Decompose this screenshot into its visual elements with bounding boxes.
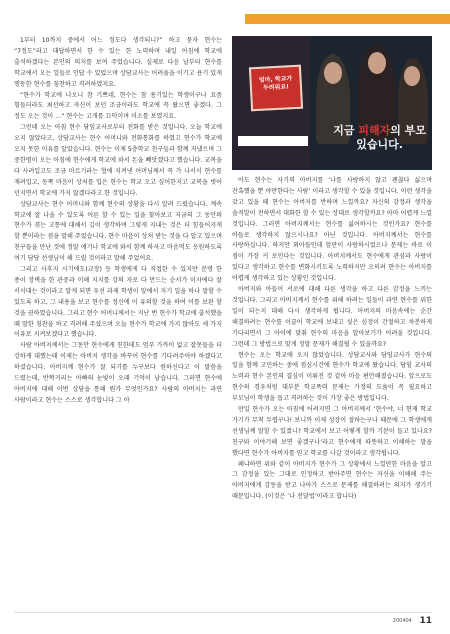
page-footer — [393, 616, 432, 626]
face — [404, 66, 420, 86]
left-column — [14, 36, 222, 608]
overlay-suffix: 의 부모 — [390, 124, 426, 137]
face — [324, 62, 342, 84]
paragraph: “현수가 학교에 나오니 참 기쁘네, 현수는 참 용기있는 학생이구나 요즘 힘들더라도 최선하고 자신이 보던 조금이라도 학교에 꼭 왔으면 좋겠다. 그 정도 오는 것이 …” 현수는 고개를 끄덕이며 미소를 보였지요. — [14, 91, 222, 121]
paragraph: 왜냐하면 위와 같이 아버지가 현수가 그 상황에서 느낄만한 마음을 알고 그 감정을 있는 그대로 인정하고 받아주면 현수는 자신을 이해해 주는 아버지에게 감동을 받고 나아가 스스로 문제를 해결하려는 의지가 생기기 때문입니다. (이것은 ‘나 전달법’이라고 합니다) — [232, 460, 432, 501]
orange-header-stripe — [245, 14, 450, 24]
paragraph: 현수는 오는 학교에 오지 않았습니다. 상담교사와 담임교사가 현수의 일을 함께 고민하는 중에 점심시간에 현수가 학교에 왔습니다. 담임 교사의 노력과 현수 본인의 결심이 이뤄진 것 같아 마음 편안해졌습니다. 앞으로도 현수의 경우처럼 대부분 학교폭력 문제는 가정의 도움이 꼭 필요하고 부모님이 학생을 돕고 격려하는 것이 가장 좋은 방법입니다. — [232, 351, 432, 403]
tv-screenshot-photo — [232, 36, 432, 170]
page-number: 11 — [419, 616, 432, 626]
paragraph: 그리고 사후지 시기에도(교장) 등 학생에게 다 직접한 수 있지만 분명 한 종이 장벽을 한 관중과 이해 지지를 강의 자로 다 만드는 순서가 이자에다 잘 서서대는 것이라고 알게 되면 우선 과제 학생이 앞에서 자기 일을 하나 말할 수 있도록 하고, 그 내용을 보고 현수를 정신에 이 유의할 것을 하여 이를 보완 할 것을 권하였습니다. 그리고 현수 어머니께서는 지난 번 현수가 학교에 출석했을 때 말한 칭찬을 하고 격려해 주셨으며 오늘 현수가 학교에 가지 않아도 세 가지 이유로 지켜보겠다고 했습니다. — [14, 266, 222, 339]
paragraph: 1부터 10까지 중에서 어느 정도다 생각되니?” 하고 묻자 현수는 “7정도”라고 대답하면서 한 수 있는 한 노력하며 내일 아침에 학교에 출석하겠다는 본인의 의지를 보여 주었습니다. 실제로 다음 날부터 현수를 학교에서 오는 일들로 인답 수 있었으며 상담교사는 어려움을 이기고 용기 있게 행동한 현수를 칭찬하고 격려하였지요. — [14, 37, 222, 88]
issue-number: 200404 — [392, 618, 412, 624]
protest-sign-text: 엄마, 학교가 두려워요! — [258, 75, 293, 92]
top-bar — [0, 0, 450, 24]
paragraph: 그런데 오는 아침 현수 담임교사로부터 전화를 받은 것입니다. 오늘 학교에 오지 않았다고, 상담교사는 현수 어머니와 전화통화를 하였고 현수가 학교에 오지 못한 이유를 알았습니다. 현수는 이제 5층학교 친구들과 함께 지냈으며 그 중한명이 오는 아침에 현수에게 학교에 와서 돈을 빼앗겠다고 했습니다. 교복을 다 사려입고도 조금 마르기라는 협에 지켜낸 어머님께서 꼭 가 나서서 현수를 재려입고, 동쪽 마음이 상처를 입은 현수는 학교 오고 싶어한지고 교복을 벗어 던지면서 학교에 가지 않겠다라고 한 것입니다. — [14, 124, 222, 197]
overlay-prefix: 지금 — [333, 124, 359, 137]
protest-sign — [249, 65, 303, 112]
face — [368, 52, 386, 74]
paragraph: 상담교사는 현수 어머니와 함께 현수의 상황을 다시 알려 드렸습니다. 계속 학교에 잘 나올 수 있도록 어른 할 수 있는 일을 찾아보고 지금의 그 동안의 현수가 겪는 고통에 대해서 깊이 생각하며 그렇게 지내는 것은 더 힘들어지게 할 뿐이라는 점을 말해 주었습니다. 현수 마음이 상처 받는 것을 다 알고 있으며 친구들을 만난 것에 정말 얘기나 학교에 와서 함께 하자고 마음먹도 응원하도록 여기 담당 선생님이 해 드릴 것이라고 말해 주었어요. — [14, 200, 222, 263]
paragraph: 아버지와 아들이 서로에 대해 다른 생각을 하고 다른 감정을 느끼는 것입니다. 그리고 아버지께서 현수를 위해 하려는 일들이 과연 현수를 위한 일이 되는지 대해 다시 생각하게 됩니다. 아버지의 마음속에는 순간 해결하려는 현수를 이끌어 학교에 보내고 싶은 심정이 간절하고 차분하게 기다리면서 그 아이에 맞춰 현수의 마음을 알아보기가 어려울 것입니다. 그런데 그 방법으로 맞게 정말 문제가 해결될 수 있을까요? — [232, 286, 432, 348]
overlay-line-1 — [333, 124, 426, 138]
photo-caption-overlay — [333, 124, 426, 152]
white-banner — [238, 136, 308, 146]
overlay-highlight: 피해자 — [358, 124, 391, 137]
paragraph: 만일 현수가 오는 아침에 어려지면 그 아버지께서 ‘현수야, 너 현재 학교 가기가 무척 두렵구나! 보니까 이제 성장이 잘하는구나 때문에 그 학생에게 선생님께 말할 수 있겠니? 학교에서 보고 어떻게 할까 기분이 들고 있나요? 친구와 이야기해 보면 좋겠구나’라고 현수에게 따뜻하고 이해하는 말을 했다면 현수가 아버지를 믿고 학교를 나갈 것이라고 생각됩니다. — [232, 406, 432, 457]
paragraph: 아도 현수는 자기의 아버지를 ‘나를 사랑하지 않고 괜찮다 싫으며 잔혹했을 뿐 야만한다는 사람’ 이라고 생각할 수 있을 것입니다. 이런 생각을 갖고 있을 때 현수는 아버지를 반하며 느낄까요? 자신의 감정과 생각을 솔직말이 전하면서 대화한 할 수 있는 상대로 생각할까요? 아마 어렵게 느낄 것입니다. 그러면 아버지께서는 현수를 싫어하시는 것인가요? 현수를 아들로 생각하지 않으시나요? 아닌 것입니다. 아버지께서는 현수를 사랑하십니다. 하지만 외아들인데 앞만이 사랑하시었으나 문제는 바로 이 점이 가장 커 보인다는 것입니다. 아버지께서도 현수에게 관심과 사랑이 있다고 생각하고 현수를 변화시키도록 노력하지만 오히려 현수는 아버지를 어렵게 생각하고 있는 상황인 것입니다. — [232, 177, 432, 283]
paragraph: 사람 아버지께서는 그동안 현수에게 친한데도 엄부 가까이 없고 잘못들을 더 강하게 대했는데 이제는 아버지 생각을 바꾸어 현수를 기다려주어야 하겠다고 하셨습니다. 아버지께 현수가 잘 되기를 누구보다 원하신다고 이 말씀을 드렸는데, 반짝거리는 아빠의 눈빛이 오래 기억이 남습니다. 그러면 현수에 아버지에 대해 이번 상담을 통해 뭔가 무엇인가요? 사람의 아버지는 과연 사람이라고 현수는 스스로 생각합니다 그 아 — [14, 342, 222, 404]
overlay-line-2: 있습니다. — [356, 138, 403, 151]
footer-divider — [14, 612, 432, 613]
right-column — [232, 176, 432, 604]
